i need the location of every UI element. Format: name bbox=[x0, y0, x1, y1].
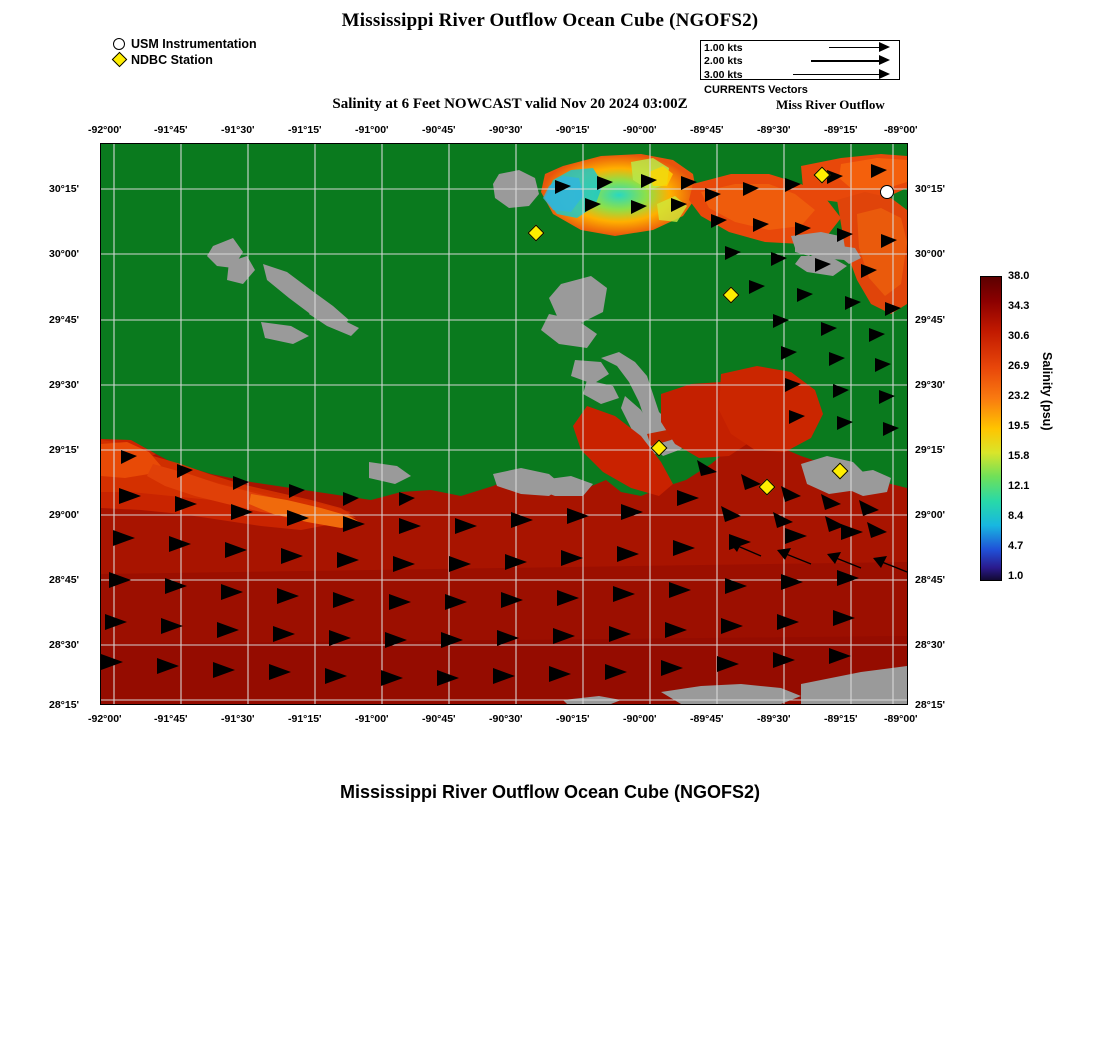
currents-vector-key bbox=[700, 40, 900, 80]
legend-item-label: USM Instrumentation bbox=[131, 36, 257, 51]
vector-key-caption: CURRENTS Vectors bbox=[704, 84, 808, 96]
lon-tick-top: -91°45' bbox=[154, 124, 188, 136]
colorbar-tick: 15.8 bbox=[1008, 450, 1030, 462]
lon-tick-top: -90°30' bbox=[489, 124, 523, 136]
legend-item-ndbc bbox=[110, 52, 257, 67]
usm-instrumentation-marker[interactable] bbox=[880, 185, 894, 199]
lon-tick-bottom: -91°30' bbox=[221, 713, 255, 725]
lat-tick-right: 28°30' bbox=[915, 639, 946, 651]
chart-subtitle: Salinity at 6 Feet NOWCAST valid Nov 20 2024 03:00Z bbox=[332, 96, 688, 112]
map-legend bbox=[110, 36, 257, 68]
vector-arrowhead-icon bbox=[879, 42, 890, 52]
diamond-marker-icon bbox=[110, 54, 128, 65]
lat-tick-left: 29°30' bbox=[49, 379, 80, 391]
lat-tick-right: 29°45' bbox=[915, 314, 946, 326]
lat-tick-left: 30°00' bbox=[49, 248, 80, 260]
colorbar-tick: 19.5 bbox=[1008, 420, 1030, 432]
lon-tick-bottom: -90°45' bbox=[422, 713, 456, 725]
lon-tick-bottom: -90°00' bbox=[623, 713, 657, 725]
lat-tick-right: 29°30' bbox=[915, 379, 946, 391]
lat-tick-left: 29°45' bbox=[49, 314, 80, 326]
lat-tick-left: 28°30' bbox=[49, 639, 80, 651]
vector-key-label: 2.00 kts bbox=[704, 55, 743, 68]
lon-tick-top: -90°00' bbox=[623, 124, 657, 136]
lat-tick-right: 28°15' bbox=[915, 699, 946, 711]
lat-tick-left: 29°15' bbox=[49, 444, 80, 456]
colorbar-tick: 1.0 bbox=[1008, 570, 1024, 582]
lat-tick-right: 30°15' bbox=[915, 183, 946, 195]
vector-key-row bbox=[701, 54, 899, 67]
lon-tick-top: -92°00' bbox=[88, 124, 122, 136]
vector-key-label: 1.00 kts bbox=[704, 42, 743, 54]
legend-item-label: NDBC Station bbox=[131, 52, 213, 67]
lon-tick-top: -89°00' bbox=[884, 124, 918, 136]
lat-tick-left: 30°15' bbox=[49, 183, 80, 195]
lon-tick-top: -90°15' bbox=[556, 124, 590, 136]
colorbar-tick: 26.9 bbox=[1008, 360, 1030, 372]
colorbar-tick: 23.2 bbox=[1008, 390, 1030, 402]
lon-tick-top: -91°00' bbox=[355, 124, 389, 136]
colorbar-tick: 30.6 bbox=[1008, 330, 1030, 342]
lat-tick-right: 29°15' bbox=[915, 444, 946, 456]
lon-tick-top: -90°45' bbox=[422, 124, 456, 136]
lon-tick-bottom: -91°45' bbox=[154, 713, 188, 725]
lon-tick-bottom: -89°30' bbox=[757, 713, 791, 725]
lat-tick-right: 29°00' bbox=[915, 509, 946, 521]
lon-tick-bottom: -91°00' bbox=[355, 713, 389, 725]
circle-marker-icon bbox=[110, 38, 128, 50]
colorbar-title: Salinity (psu) bbox=[1040, 352, 1054, 431]
page-title-bottom: Mississippi River Outflow Ocean Cube (NGOFS2) bbox=[339, 782, 761, 802]
vector-shaft bbox=[829, 47, 881, 48]
colorbar-tick: 12.1 bbox=[1008, 480, 1030, 492]
lat-tick-right: 28°45' bbox=[915, 574, 946, 586]
page-title: Mississippi River Outflow Ocean Cube (NGOFS2) bbox=[341, 10, 759, 31]
map-canvas[interactable] bbox=[100, 143, 908, 705]
lat-tick-left: 29°00' bbox=[49, 509, 80, 521]
lon-tick-bottom: -92°00' bbox=[88, 713, 122, 725]
lon-tick-bottom: -90°30' bbox=[489, 713, 523, 725]
lon-tick-bottom: -91°15' bbox=[288, 713, 322, 725]
lon-tick-top: -89°30' bbox=[757, 124, 791, 136]
legend-item-usm bbox=[110, 36, 257, 51]
vector-shaft bbox=[793, 74, 881, 75]
lon-tick-top: -89°45' bbox=[690, 124, 724, 136]
vector-shaft bbox=[811, 60, 881, 61]
vector-arrowhead-icon bbox=[879, 69, 890, 79]
vector-key-label: 3.00 kts bbox=[704, 68, 743, 81]
lon-tick-top: -91°30' bbox=[221, 124, 255, 136]
vector-arrowhead-icon bbox=[879, 55, 890, 65]
lat-tick-left: 28°15' bbox=[49, 699, 80, 711]
lon-tick-bottom: -89°00' bbox=[884, 713, 918, 725]
lon-tick-bottom: -90°15' bbox=[556, 713, 590, 725]
lon-tick-bottom: -89°15' bbox=[824, 713, 858, 725]
vector-key-row bbox=[701, 41, 899, 54]
lon-tick-top: -89°15' bbox=[824, 124, 858, 136]
vector-key-row bbox=[701, 68, 899, 81]
colorbar-tick: 38.0 bbox=[1008, 270, 1030, 282]
lon-tick-bottom: -89°45' bbox=[690, 713, 724, 725]
colorbar-tick: 34.3 bbox=[1008, 300, 1030, 312]
lat-tick-right: 30°00' bbox=[915, 248, 946, 260]
lon-tick-top: -91°15' bbox=[288, 124, 322, 136]
colorbar-tick: 4.7 bbox=[1008, 540, 1024, 552]
outflow-label: Miss River Outflow bbox=[776, 97, 885, 112]
salinity-colorbar bbox=[980, 276, 1002, 581]
lat-tick-left: 28°45' bbox=[49, 574, 80, 586]
colorbar-tick: 8.4 bbox=[1008, 510, 1024, 522]
